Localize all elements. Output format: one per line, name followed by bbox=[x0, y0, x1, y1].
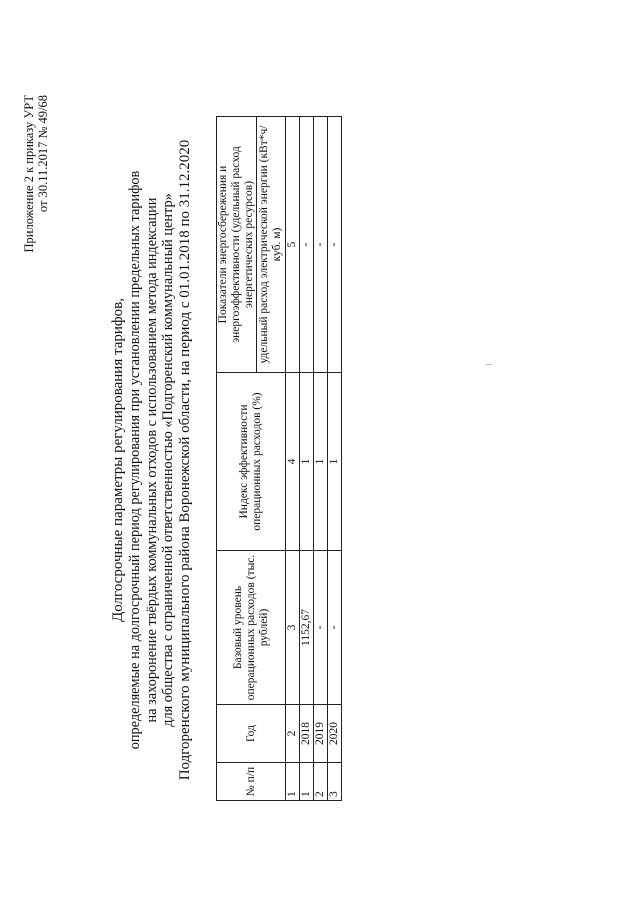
row-energy: - bbox=[314, 117, 328, 373]
column-number-row bbox=[286, 117, 300, 801]
table-row bbox=[328, 117, 342, 801]
row-efficiency-index: 1 bbox=[328, 373, 342, 551]
column-number: 3 bbox=[286, 551, 300, 705]
row-energy: - bbox=[328, 117, 342, 373]
appendix-line-2: от 30.11.2017 № 49/68 bbox=[36, 95, 50, 213]
header-num: № п/п bbox=[217, 763, 286, 801]
table-row bbox=[314, 117, 328, 801]
header-row bbox=[217, 117, 257, 801]
title-line-4: для общества с ограниченной ответственностью «Подгоренский коммунальный центр» bbox=[160, 193, 177, 727]
column-number: 2 bbox=[286, 705, 300, 763]
parameters-table bbox=[216, 116, 342, 801]
title-line-3: на захоронение твёрдых коммунальных отходов с использованием метода индексации bbox=[143, 197, 160, 723]
column-number: 4 bbox=[286, 373, 300, 551]
row-efficiency-index: 1 bbox=[314, 373, 328, 551]
row-efficiency-index: 1 bbox=[300, 373, 314, 551]
row-base-level: 1152,67 bbox=[300, 551, 314, 705]
title-line-5: Подгоренского муниципального района Воронежской области, на период с 01.01.2018 по 31.12.2020 bbox=[177, 139, 194, 781]
row-num: 1 bbox=[300, 763, 314, 801]
appendix-note bbox=[22, 95, 50, 253]
document-title bbox=[110, 110, 194, 810]
row-base-level: - bbox=[328, 551, 342, 705]
header-year: Год bbox=[217, 705, 286, 763]
header-energy-group: Показатели энергосбережения и энергоэффективности (удельный расход энергетических ресурсов) bbox=[217, 117, 257, 373]
row-num: 3 bbox=[328, 763, 342, 801]
header-efficiency-index: Индекс эффективности операционных расходов (%) bbox=[217, 373, 286, 551]
header-base-level: Базовый уровень операционных расходов (тыс. рублей) bbox=[217, 551, 286, 705]
row-year: 2019 bbox=[314, 705, 328, 763]
title-line-2: определяемые на долгосрочный период регулирования при установлении предельных тарифов bbox=[126, 170, 143, 750]
column-number: 5 bbox=[286, 117, 300, 373]
row-year: 2018 bbox=[300, 705, 314, 763]
appendix-line-1: Приложение 2 к приказу УРТ bbox=[22, 95, 36, 253]
row-year: 2020 bbox=[328, 705, 342, 763]
row-energy: - bbox=[300, 117, 314, 373]
column-number: 1 bbox=[286, 763, 300, 801]
title-line-1: Долгосрочные параметры регулирования тарифов, bbox=[110, 298, 126, 622]
header-energy-sub: удельный расход электрической энергии (кВт*ч/куб. м) bbox=[257, 117, 286, 373]
scan-speck bbox=[486, 364, 492, 365]
row-num: 2 bbox=[314, 763, 328, 801]
row-base-level: - bbox=[314, 551, 328, 705]
table-row bbox=[300, 117, 314, 801]
